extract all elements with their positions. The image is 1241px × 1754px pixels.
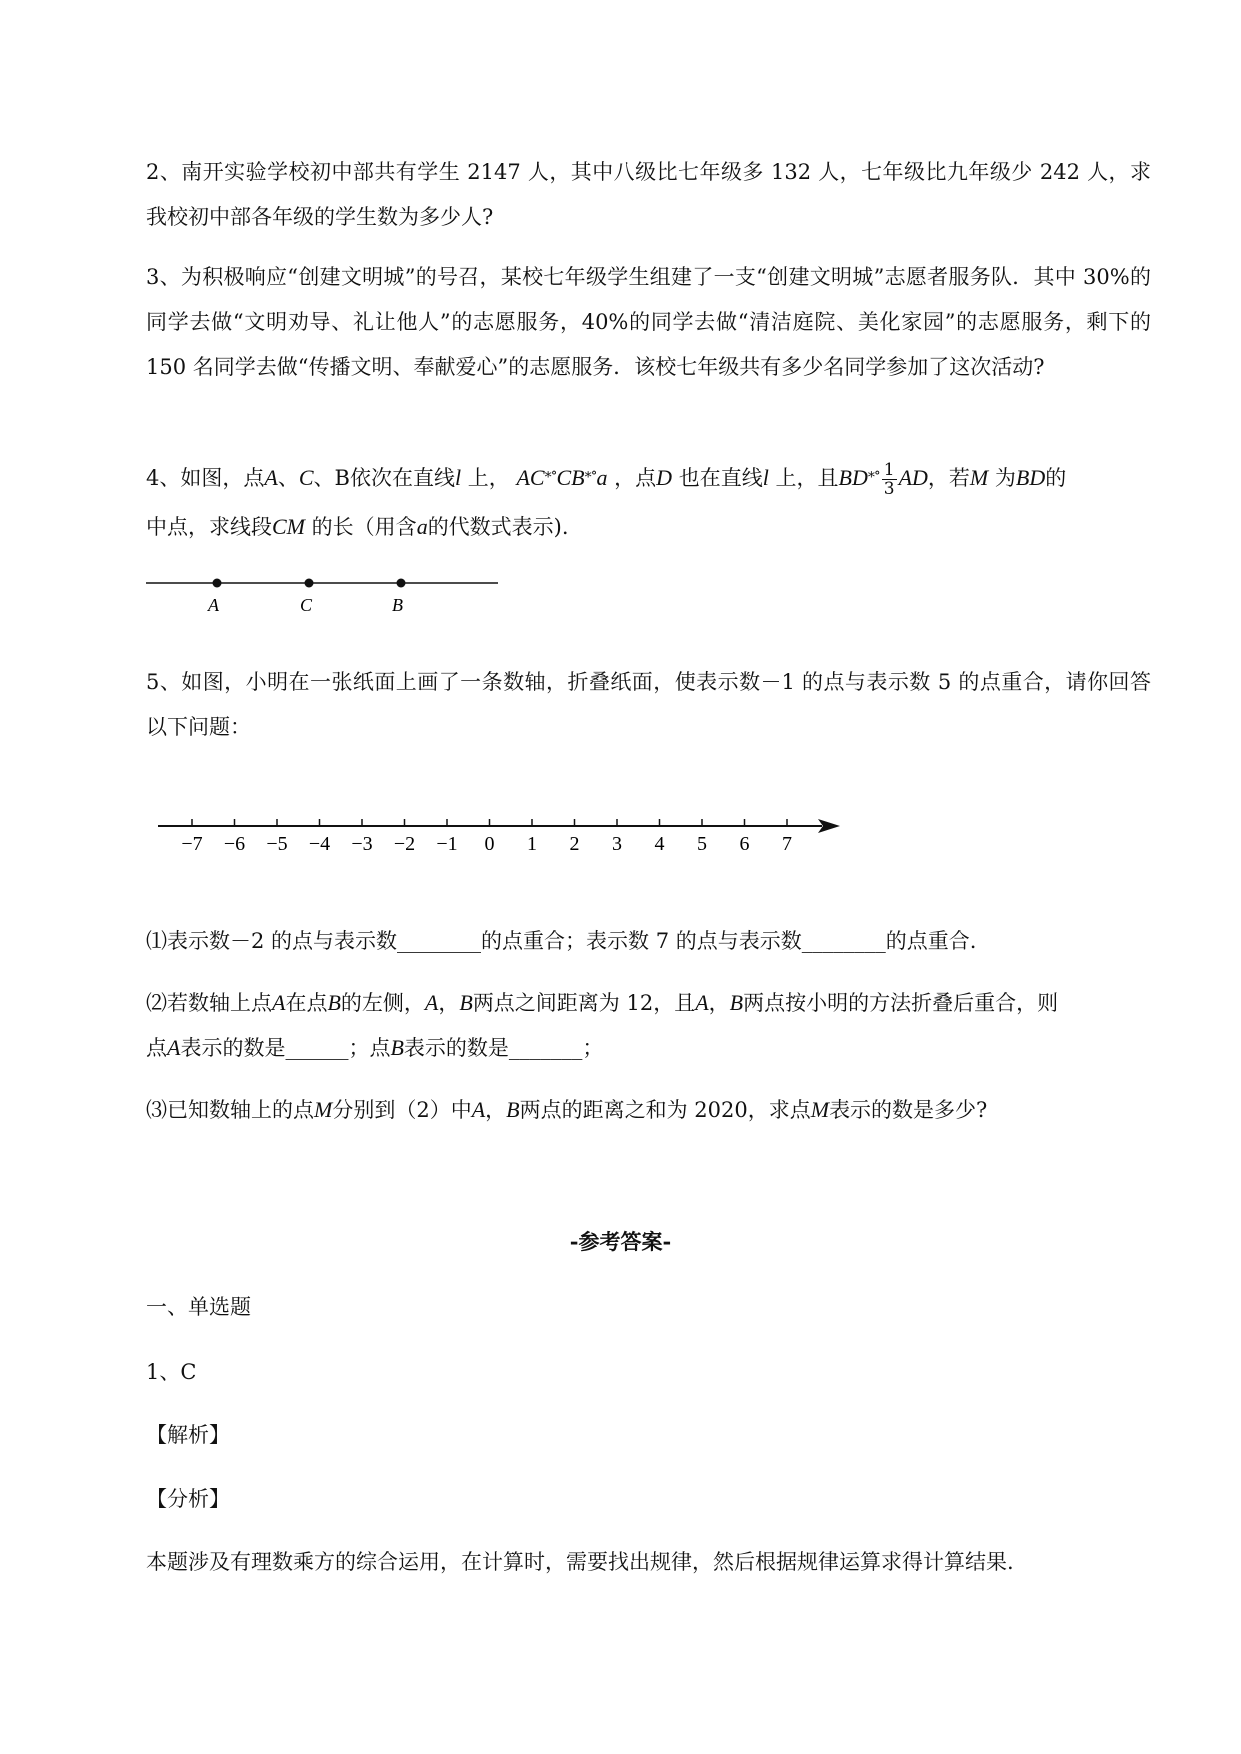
number-line-tick-label: 6 xyxy=(739,833,750,855)
fraction-one-third: $\frac{1}{3}$ xyxy=(883,460,895,499)
question-2 xyxy=(146,150,1151,240)
question-3-text: 3、为积极响应“创建文明城”的号召，某校七年级学生组建了一支“创建文明城”志愿者服务队．其中 30%的同学去做“文明劝导、礼让他人”的志愿服务，40%的同学去做“清洁庭院、美化家园”的志愿服务，剩下的 150 名同学去做“传播文明、奉献爱心”的志愿服务．该校七年级共有多少名同学参加了这次活动? xyxy=(146,265,1151,379)
question-2-text: 2、南开实验学校初中部共有学生 2147 人，其中八级比七年级多 132 人，七年级比九年级少 242 人，求我校初中部各年级的学生数为多少人? xyxy=(146,160,1151,229)
answer-analysis-text: 本题涉及有理数乘方的综合运用，在计算时，需要找出规律，然后根据规律运算求得计算结果. xyxy=(146,1550,1014,1574)
point-c-label: C xyxy=(300,595,313,615)
number-line-tick-label: −1 xyxy=(436,833,458,855)
number-line-tick-label: −2 xyxy=(393,833,416,855)
question-4-line-2: 中点，求线段CM 的长（用含a的代数式表示). xyxy=(146,514,569,539)
point-b-dot xyxy=(397,579,406,588)
answer-jiexi-label: 【解析】 xyxy=(146,1423,230,1447)
number-line-tick-label: 2 xyxy=(569,833,580,855)
number-line-tick-label: −4 xyxy=(308,833,331,855)
question-5-sub-2-line-1: ⑵若数轴上点A在点B的左侧，A，B两点之间距离为 12，且A，B两点按小明的方法折叠后重合，则 xyxy=(146,990,1059,1015)
number-line-figure xyxy=(150,808,850,858)
answer-heading: -参考答案- xyxy=(569,1229,672,1254)
number-line-tick-label: −3 xyxy=(351,833,373,855)
number-line-tick-label: 0 xyxy=(484,833,495,855)
question-5-text: 5、如图，小明在一张纸面上画了一条数轴，折叠纸面，使表示数－1 的点与表示数 5 的点重合，请你回答以下问题： xyxy=(146,670,1151,739)
point-b-label: B xyxy=(392,595,403,615)
point-a-label: A xyxy=(208,595,219,615)
answer-section-title: 一、单选题 xyxy=(146,1295,251,1319)
number-line-tick-label: 7 xyxy=(782,833,792,855)
question-5-sub-2-line-2: 点A表示的数是______；点B表示的数是_______； xyxy=(146,1035,604,1060)
point-c-dot xyxy=(305,579,314,588)
answer-fenxi-label: 【分析】 xyxy=(146,1487,230,1511)
number-line-tick-label: −6 xyxy=(223,833,246,855)
number-line-ticks xyxy=(181,819,792,855)
number-line-tick-label: −7 xyxy=(181,833,203,855)
question-5 xyxy=(146,660,1151,750)
number-line-tick-label: 4 xyxy=(654,833,665,855)
point-a-dot xyxy=(213,579,222,588)
number-line-tick-label: 5 xyxy=(697,833,707,855)
question-3 xyxy=(146,255,1151,390)
number-line-tick-label: 1 xyxy=(527,833,537,855)
answer-item-1: 1、C xyxy=(146,1360,197,1384)
number-line-tick-label: −5 xyxy=(266,833,288,855)
question-5-sub-3: ⑶已知数轴上的点M分别到（2）中A，B两点的距离之和为 2020，求点M表示的数是多少? xyxy=(146,1097,988,1122)
line-segment-figure xyxy=(140,565,520,620)
question-4-line-1: 4、如图，点A、C、B依次在直线l 上， AC⁎∘CB⁎∘a ，点D 也在直线l 上，且BD⁎∘ $\frac{1}{3}$ AD，若M 为BD的 xyxy=(146,460,1067,499)
question-5-sub-1: ⑴表示数－2 的点与表示数________的点重合；表示数 7 的点与表示数________的点重合. xyxy=(146,929,977,953)
number-line-tick-label: 3 xyxy=(612,833,622,855)
